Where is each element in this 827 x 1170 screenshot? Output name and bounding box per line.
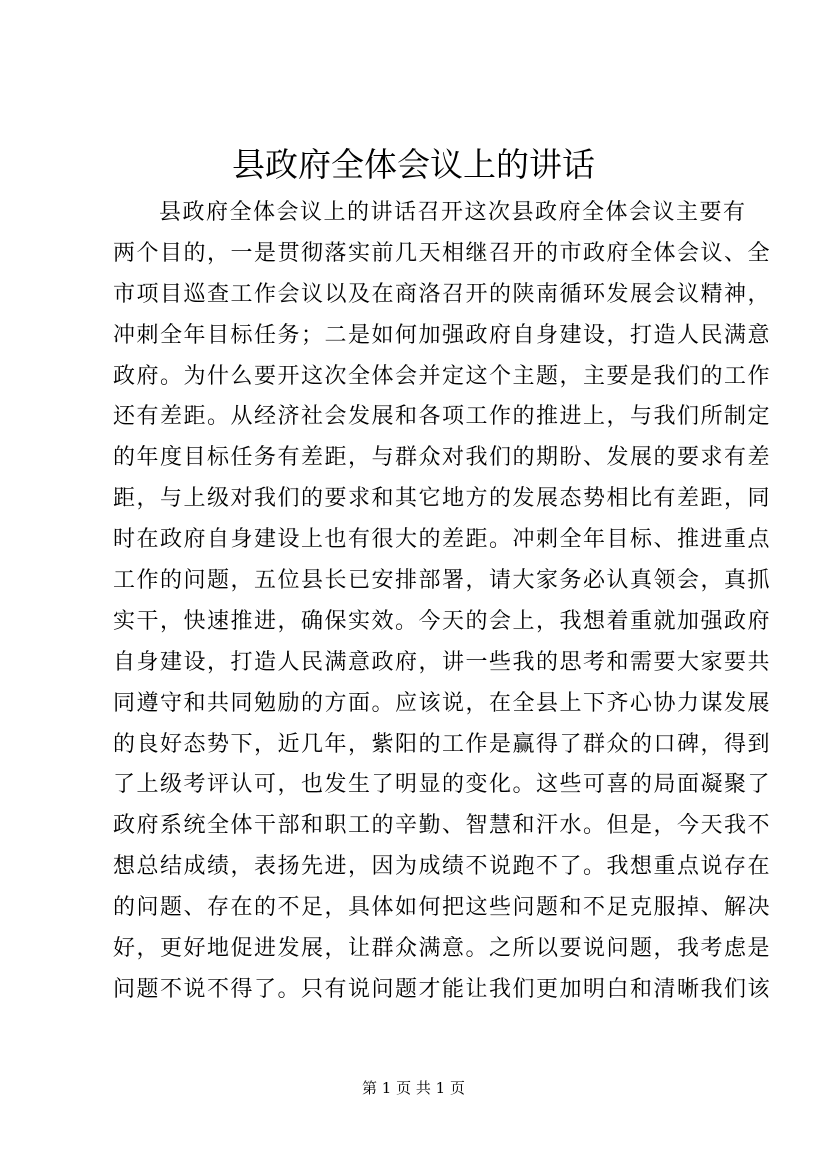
- body-line: 了上级考评认可，也发生了明显的变化。这些可喜的局面凝聚了: [113, 772, 772, 798]
- body-line: 市项目巡查工作会议以及在商洛召开的陕南循环发展会议精神，: [113, 281, 772, 307]
- body-line: 两个目的，一是贯彻落实前几天相继召开的市政府全体会议、全: [113, 240, 772, 266]
- body-line: 政府系统全体干部和职工的辛勤、智慧和汗水。但是，今天我不: [113, 813, 772, 839]
- body-line: 的良好态势下，近几年，紫阳的工作是赢得了群众的口碑，得到: [113, 731, 772, 757]
- document-title: 县政府全体会议上的讲话: [232, 145, 595, 184]
- body-line: 好，更好地促进发展，让群众满意。之所以要说问题，我考虑是: [113, 936, 772, 962]
- body-line: 的年度目标任务有差距，与群众对我们的期盼、发展的要求有差: [113, 445, 772, 471]
- body-line: 工作的问题，五位县长已安排部署，请大家务必认真领会，真抓: [113, 568, 772, 594]
- body-line: 距，与上级对我们的要求和其它地方的发展态势相比有差距，同: [113, 486, 772, 512]
- body-line: 同遵守和共同勉励的方面。应该说，在全县上下齐心协力谋发展: [113, 690, 772, 716]
- body-line: 冲刺全年目标任务；二是如何加强政府自身建设，打造人民满意: [113, 322, 772, 348]
- body-line: 时在政府自身建设上也有很大的差距。冲刺全年目标、推进重点: [113, 527, 772, 553]
- document-body: [113, 193, 772, 1011]
- body-line: 自身建设，打造人民满意政府，讲一些我的思考和需要大家要共: [113, 649, 772, 675]
- body-line: 还有差距。从经济社会发展和各项工作的推进上，与我们所制定: [113, 404, 772, 430]
- body-line: 想总结成绩，表扬先进，因为成绩不说跑不了。我想重点说存在: [113, 854, 772, 880]
- body-line: 实干，快速推进，确保实效。今天的会上，我想着重就加强政府: [113, 608, 772, 634]
- body-line: 县政府全体会议上的讲话召开这次县政府全体会议主要有: [159, 200, 747, 225]
- page-footer: 第 1 页 共 1 页: [362, 1079, 465, 1097]
- body-line: 政府。为什么要开这次全体会并定这个主题，主要是我们的工作: [113, 363, 772, 389]
- body-line: 问题不说不得了。只有说问题才能让我们更加明白和清晰我们该: [113, 976, 772, 1002]
- body-line: 的问题、存在的不足，具体如何把这些问题和不足克服掉、解决: [113, 895, 772, 921]
